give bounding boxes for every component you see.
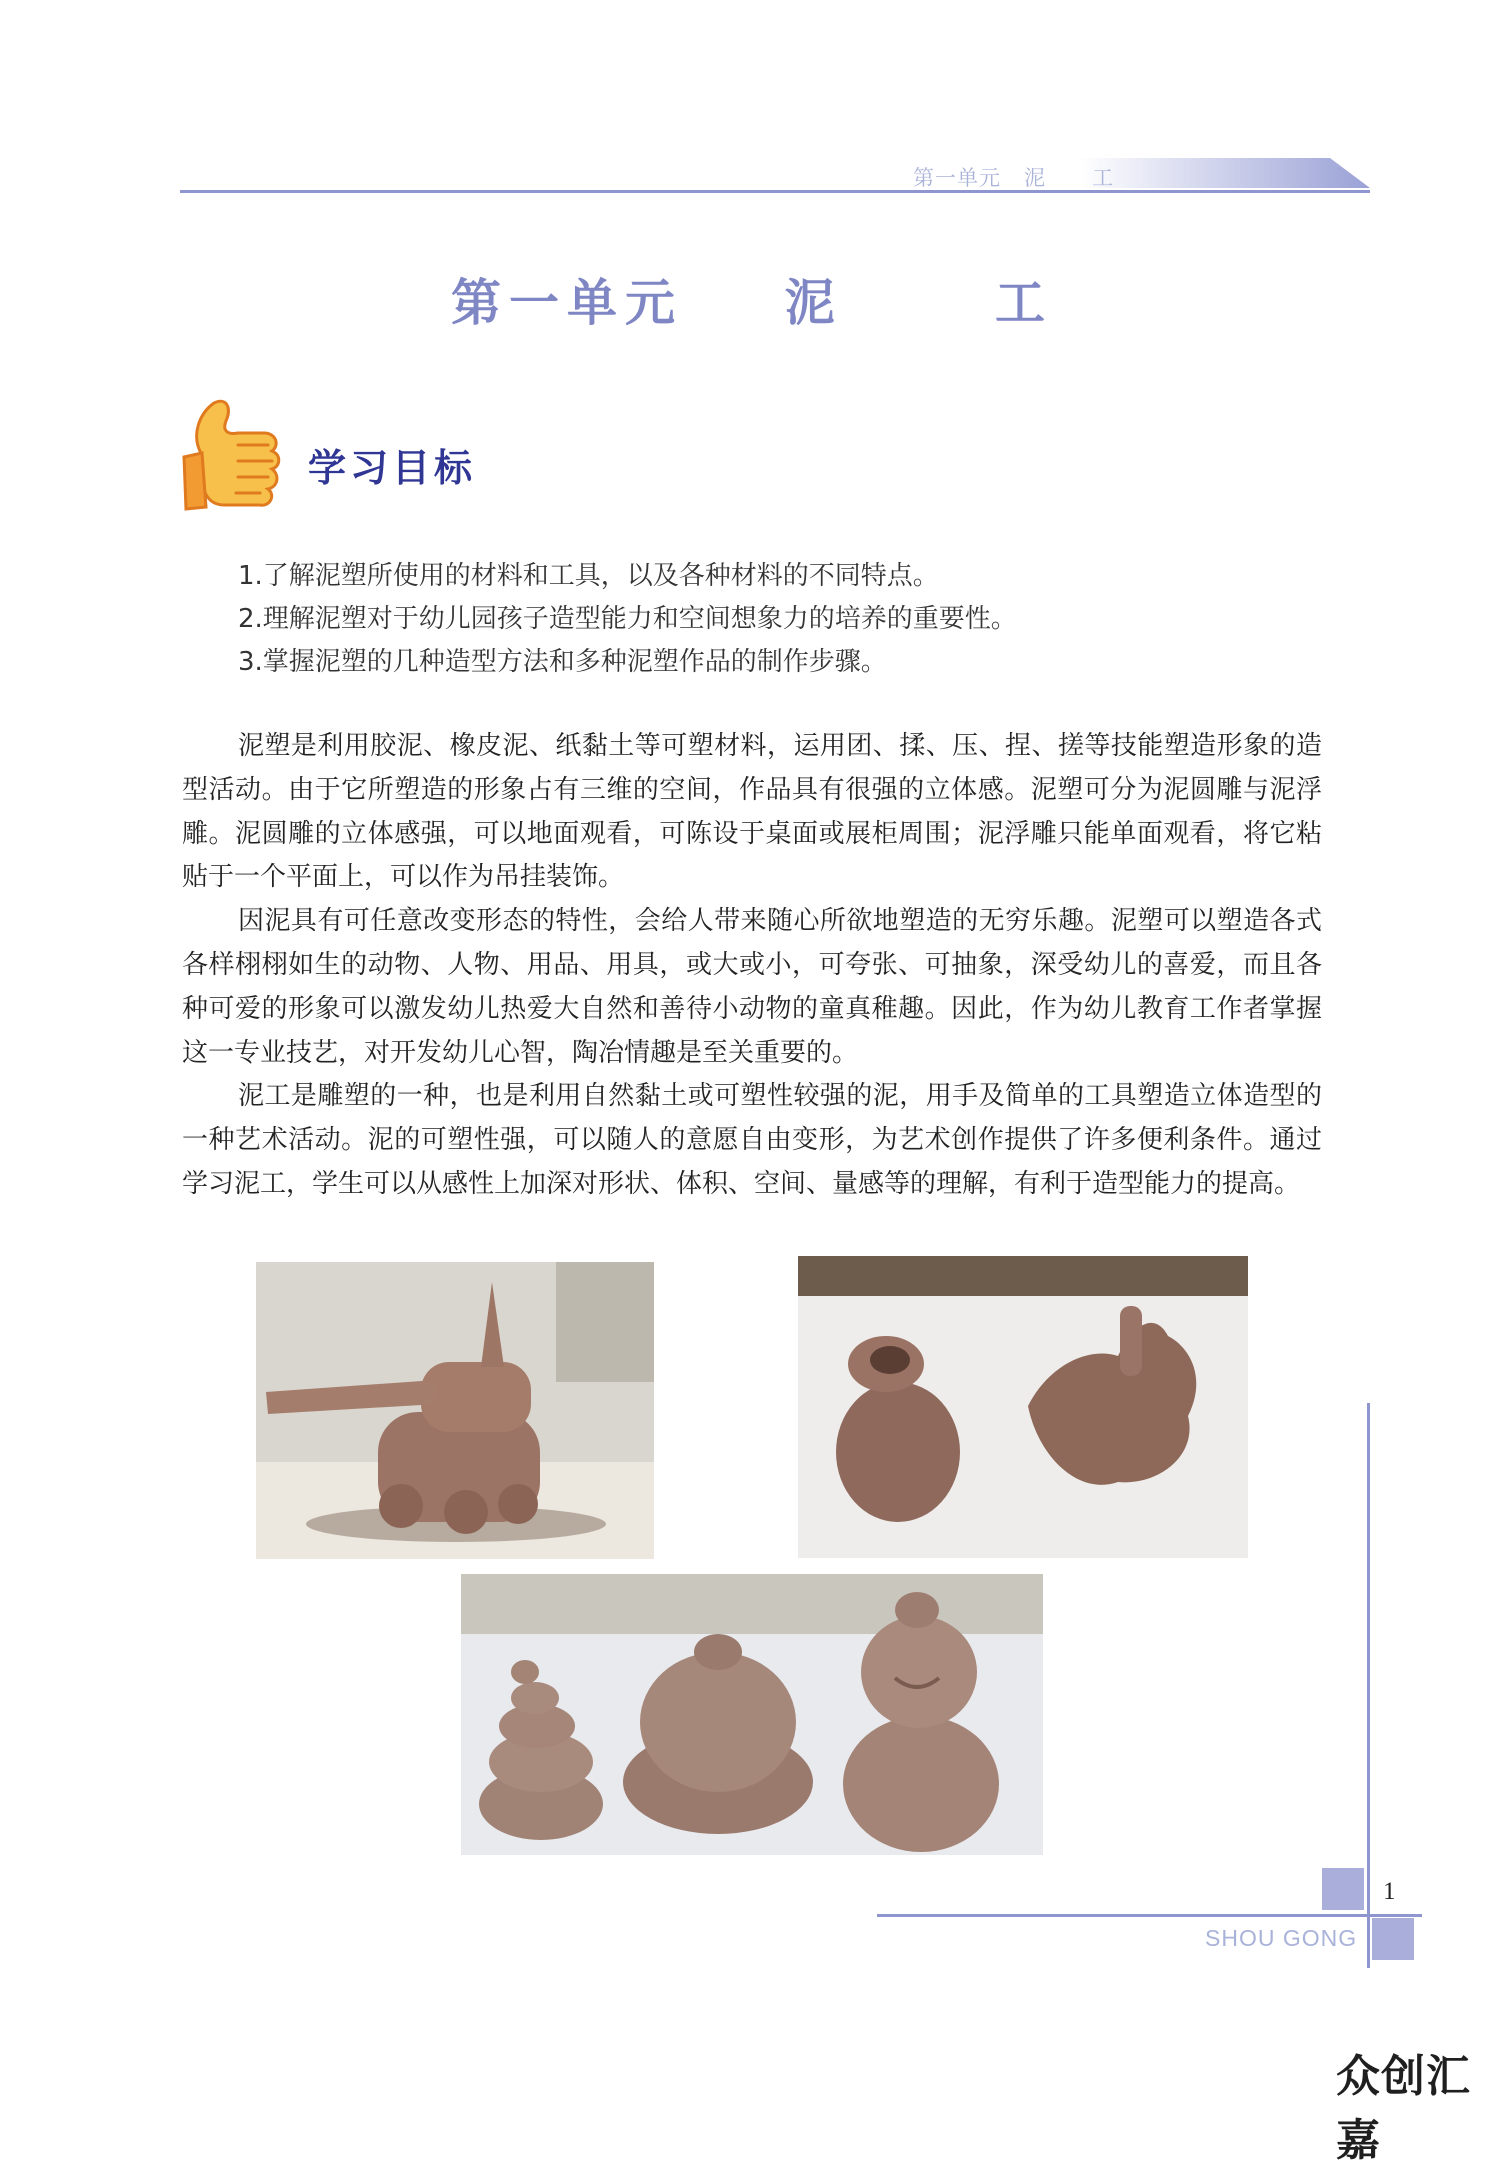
goal-item: 3.掌握泥塑的几种造型方法和多种泥塑作品的制作步骤。 — [238, 647, 887, 677]
goal-item: 2.理解泥塑对于幼儿园孩子造型能力和空间想象力的培养的重要性。 — [238, 604, 1017, 634]
footer-rule — [877, 1914, 1422, 1917]
side-rule — [1367, 1403, 1370, 1968]
goal-item: 1.了解泥塑所使用的材料和工具，以及各种材料的不同特点。 — [238, 561, 939, 591]
footer-square — [1322, 1868, 1364, 1910]
learning-goals-heading: 学习目标 — [308, 446, 477, 490]
thumbs-up-icon — [180, 395, 288, 513]
header-gradient-band — [1080, 158, 1370, 188]
footer-label: SHOU GONG — [1205, 1925, 1358, 1951]
clay-tank-photo — [256, 1262, 654, 1559]
footer-square — [1372, 1918, 1414, 1960]
body-text — [182, 725, 1322, 1207]
learning-goals-list — [238, 555, 1017, 684]
paragraph: 泥塑是利用胶泥、橡皮泥、纸黏土等可塑材料，运用团、揉、压、捏、搓等技能塑造形象的造型活动。由于它所塑造的形象占有三维的空间，作品具有很强的立体感。泥塑可分为泥圆雕与泥浮雕。泥圆雕的立体感强，可以地面观看，可陈设于桌面或展柜周围；泥浮雕只能单面观看，将它粘贴于一个平面上，可以作为吊挂装饰。 — [182, 731, 1322, 893]
unit-title: 第一单元 泥 工 — [450, 274, 1054, 332]
paragraph: 因泥具有可任意改变形态的特性，会给人带来随心所欲地塑造的无穷乐趣。泥塑可以塑造各式各样栩栩如生的动物、人物、用品、用具，或大或小，可夸张、可抽象，深受幼儿的喜爱，而且各种可爱的形象可以激发幼儿热爱大自然和善待小动物的童真稚趣。因此，作为幼儿教育工作者掌握这一专业技艺，对开发幼儿心智，陶冶情趣是至关重要的。 — [182, 906, 1322, 1068]
paragraph: 泥工是雕塑的一种，也是利用自然黏土或可塑性较强的泥，用手及简单的工具塑造立体造型的一种艺术活动。泥的可塑性强，可以随人的意愿自由变形，为艺术创作提供了许多便利条件。通过学习泥工，学生可以从感性上加深对形状、体积、空间、量感等的理解，有利于造型能力的提高。 — [182, 1081, 1322, 1199]
clay-vase-and-creature-photo — [798, 1256, 1248, 1558]
header-rule — [180, 190, 1370, 193]
running-header-title: 第一单元 泥 工 — [913, 166, 1115, 190]
watermark: 众创汇嘉 — [1336, 2051, 1471, 2166]
page-number: 1 — [1383, 1878, 1396, 1905]
clay-figures-photo — [461, 1574, 1043, 1855]
